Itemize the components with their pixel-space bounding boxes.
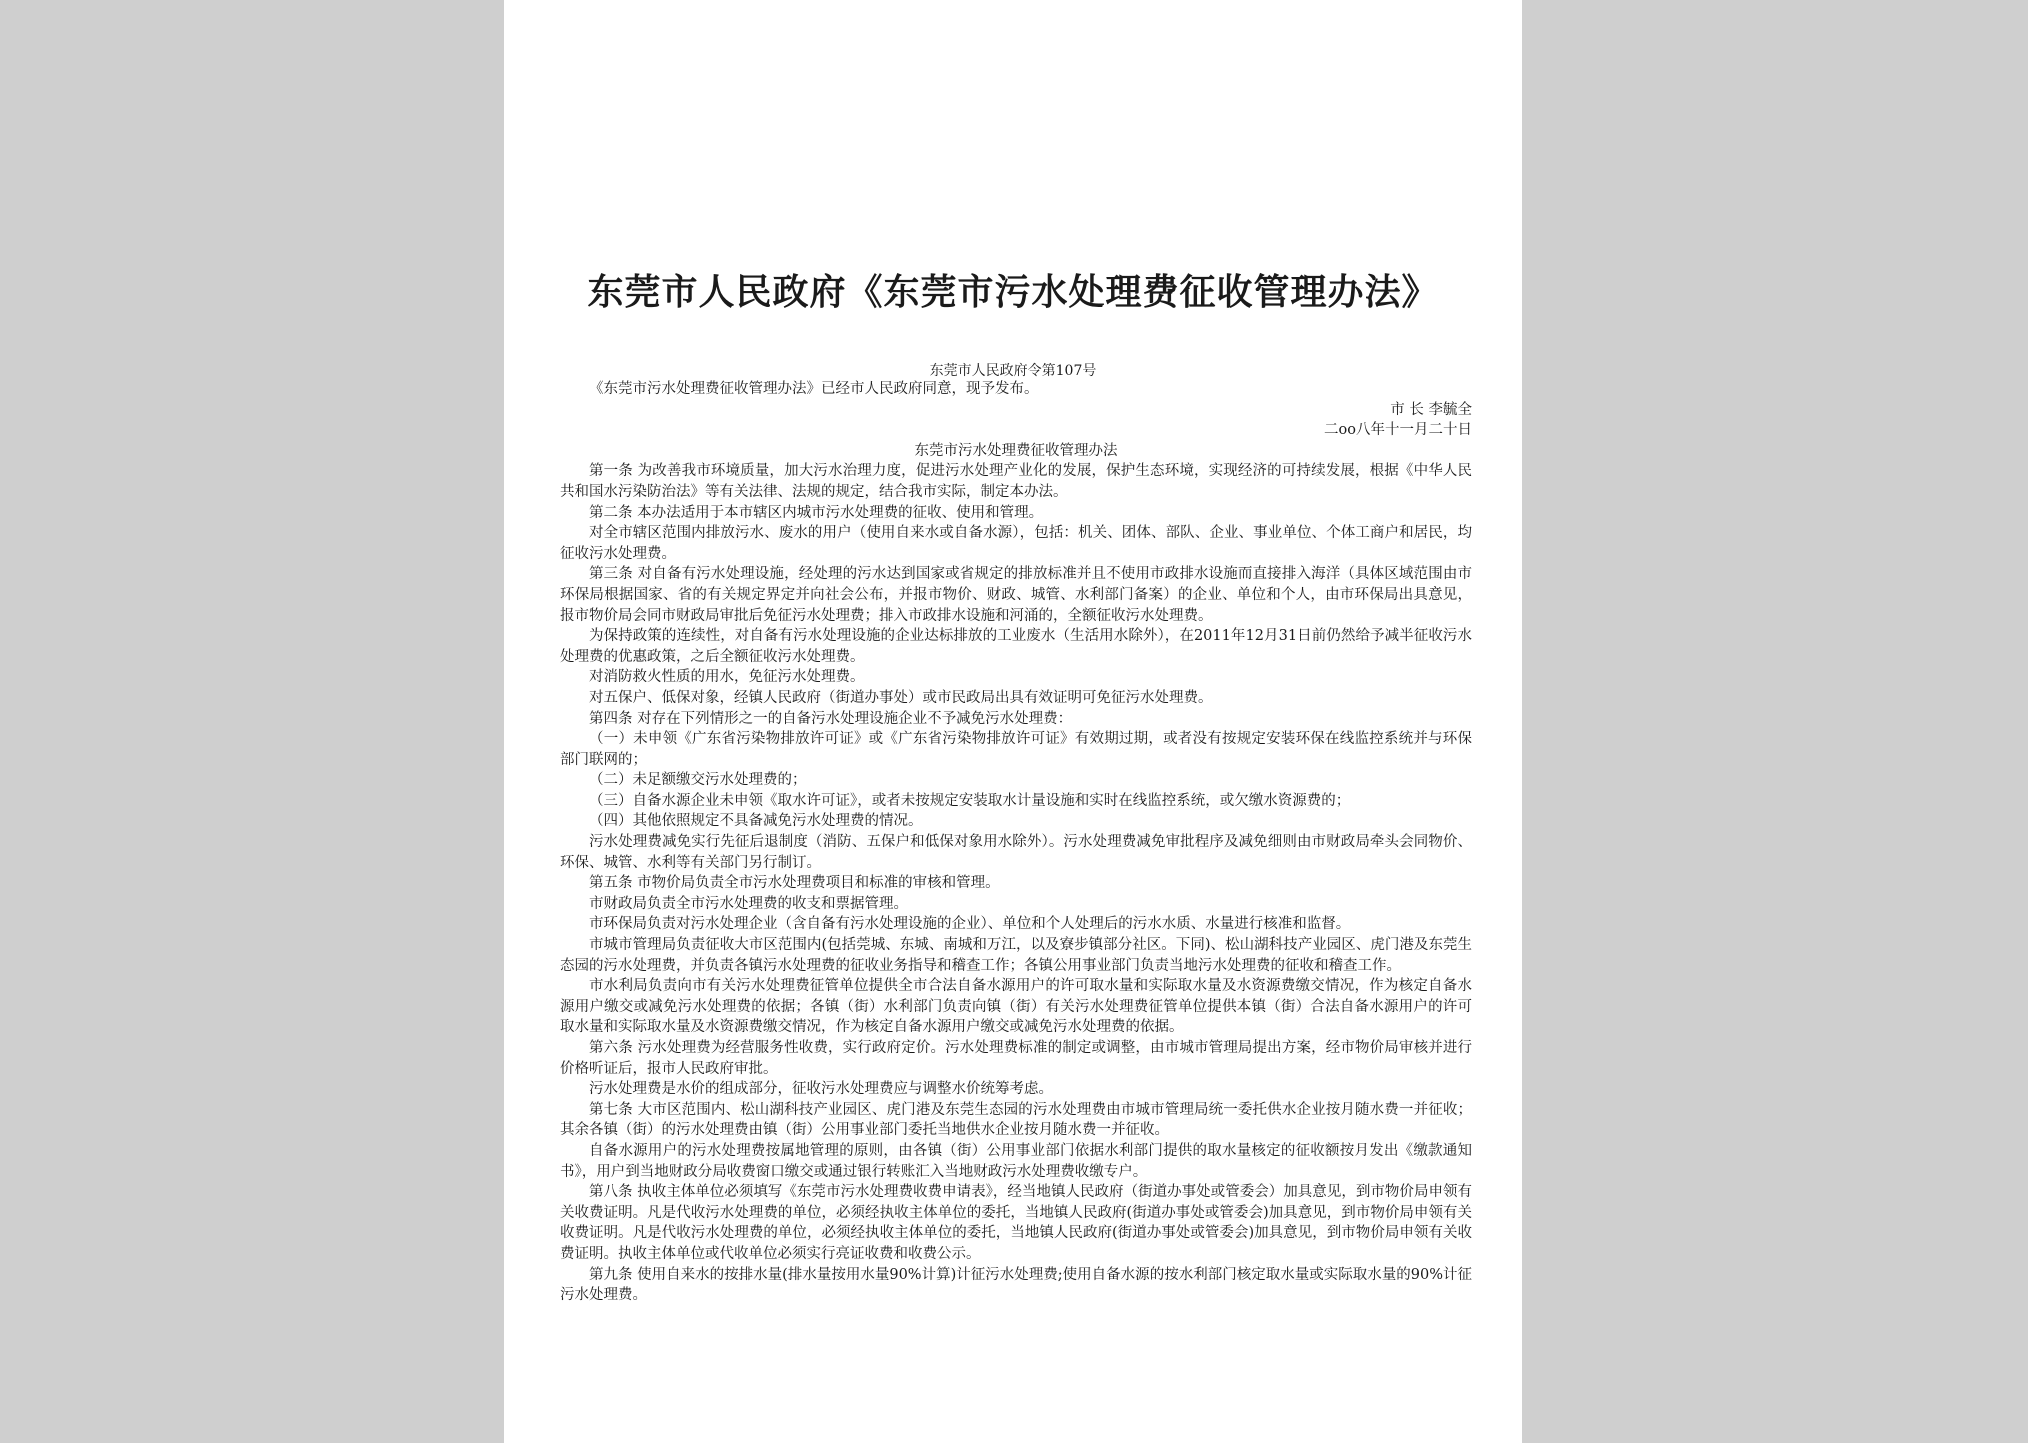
article-3: 第三条 对自备有污水处理设施，经处理的污水达到国家或省规定的排放标准并且不使用市政排水设施而直接排入海洋（具体区域范围由市环保局根据国家、省的有关规定界定并向社会公布，并报市物价、财政、城管、水利部门备案）的企业、单位和个人，由市环保局出具意见，报市物价局会同市财政局审批后免征污水处理费；排入市政排水设施和河涌的，全额征收污水处理费。 (560, 566, 1472, 624)
document-title: 东莞市人民政府《东莞市污水处理费征收管理办法》 (587, 271, 1439, 313)
paragraph: 市城市管理局负责征收大市区范围内(包括莞城、东城、南城和万江，以及寮步镇部分社区。下同)、松山湖科技产业园区、虎门港及东莞生态园的污水处理费，并负责各镇污水处理费的征收业务指导和稽查工作；各镇公用事业部门负责当地污水处理费的征收和稽查工作。 (560, 937, 1472, 974)
article-6: 第六条 污水处理费为经营服务性收费，实行政府定价。污水处理费标准的制定或调整，由市城市管理局提出方案，经市物价局审核并进行价格听证后，报市人民政府审批。 (560, 1040, 1472, 1077)
article-5: 第五条 市物价局负责全市污水处理费项目和标准的审核和管理。 (589, 875, 1000, 892)
paragraph: 对五保户、低保对象，经镇人民政府（街道办事处）或市民政局出具有效证明可免征污水处理费。 (589, 689, 1213, 706)
document-page (504, 0, 1522, 1443)
list-item: （三）自备水源企业未申领《取水许可证》，或者未按规定安装取水计量设施和实时在线监控系统，或欠缴水资源费的； (589, 792, 1351, 809)
paragraph: 对消防救火性质的用水，免征污水处理费。 (589, 669, 865, 686)
issue-date: 二oo八年十一月二十日 (1324, 422, 1472, 439)
paragraph: 污水处理费减免实行先征后退制度（消防、五保户和低保对象用水除外）。污水处理费减免审批程序及减免细则由市财政局牵头会同物价、环保、城管、水利等有关部门另行制订。 (560, 834, 1472, 871)
regulation-subtitle: 东莞市污水处理费征收管理办法 (914, 442, 1118, 459)
article-7: 第七条 大市区范围内、松山湖科技产业园区、虎门港及东莞生态园的污水处理费由市城市管理局统一委托供水企业按月随水费一并征收；其余各镇（街）的污水处理费由镇（街）公用事业部门委托当地供水企业按月随水费一并征收。 (560, 1101, 1472, 1139)
article-4: 第四条 对存在下列情形之一的自备污水处理设施企业不予减免污水处理费： (589, 710, 1073, 727)
list-item: （二）未足额缴交污水处理费的； (589, 772, 807, 789)
paragraph: 市财政局负责全市污水处理费的收支和票据管理。 (589, 895, 908, 912)
paragraph: 自备水源用户的污水处理费按属地管理的原则，由各镇（街）公用事业部门依据水利部门提供的取水量核定的征收额按月发出《缴款通知书》，用户到当地财政分局收费窗口缴交或通过银行转账汇入当地财政污水处理费收缴专户。 (560, 1142, 1472, 1180)
paragraph: 市水利局负责向市有关污水处理费征管单位提供全市合法自备水源用户的许可取水量和实际取水量及水资源费缴交情况，作为核定自备水源用户缴交或减免污水处理费的依据；各镇（街）水利部门负责向镇（街）有关污水处理费征管单位提供本镇（街）合法自备水源用户的许可取水量和实际取水量及水资源费缴交情况，作为核定自备水源用户缴交或减免污水处理费的依据。 (560, 978, 1472, 1036)
paragraph: 对全市辖区范围内排放污水、废水的用户（使用自来水或自备水源），包括：机关、团体、部队、企业、事业单位、个体工商户和居民，均征收污水处理费。 (560, 525, 1472, 562)
article-8: 第八条 执收主体单位必须填写《东莞市污水处理费收费申请表》，经当地镇人民政府（街道办事处或管委会）加具意见，到市物价局申领有关收费证明。凡是代收污水处理费的单位，必须经执收主体单位的委托，当地镇人民政府(街道办事处或管委会)加具意见，到市物价局申领有关收费证明。凡是代收污水处理费的单位，必须经执收主体单位的委托，当地镇人民政府(街道办事处或管委会)加具意见，到市物价局申领有关收费证明。执收主体单位或代收单位必须实行亮证收费和收费公示。 (560, 1184, 1472, 1262)
document-body (560, 379, 1472, 1306)
announcement-text: 《东莞市污水处理费征收管理办法》已经市人民政府同意，现予发布。 (589, 381, 1039, 397)
article-1: 第一条 为改善我市环境质量，加大污水治理力度，促进污水处理产业化的发展，保护生态环境，实现经济的可持续发展，根据《中华人民共和国水污染防治法》等有关法律、法规的规定，结合我市实际，制定本办法。 (560, 463, 1472, 500)
article-2: 第二条 本办法适用于本市辖区内城市污水处理费的征收、使用和管理。 (589, 504, 1044, 521)
paragraph: 污水处理费是水价的组成部分，征收污水处理费应与调整水价统筹考虑。 (589, 1081, 1053, 1098)
list-item: （一）未申领《广东省污染物排放许可证》或《广东省污染物排放许可证》有效期过期，或者没有按规定安装环保在线监控系统并与环保部门联网的； (560, 731, 1472, 768)
list-item: （四）其他依照规定不具备减免污水处理费的情况。 (589, 813, 923, 830)
article-9: 第九条 使用自来水的按排水量(排水量按用水量90%计算)计征污水处理费;使用自备水源的按水利部门核定取水量或实际取水量的90%计征污水处理费。 (560, 1266, 1472, 1304)
paragraph: 市环保局负责对污水处理企业（含自备有污水处理设施的企业）、单位和个人处理后的污水水质、水量进行核准和监督。 (589, 916, 1351, 933)
paragraph: 为保持政策的连续性，对自备有污水处理设施的企业达标排放的工业废水（生活用水除外），在2011年12月31日前仍然给予减半征收污水处理费的优惠政策，之后全额征收污水处理费。 (560, 628, 1472, 665)
signer: 市 长 李毓全 (1390, 401, 1472, 418)
decree-number: 东莞市人民政府令第107号 (929, 363, 1097, 379)
